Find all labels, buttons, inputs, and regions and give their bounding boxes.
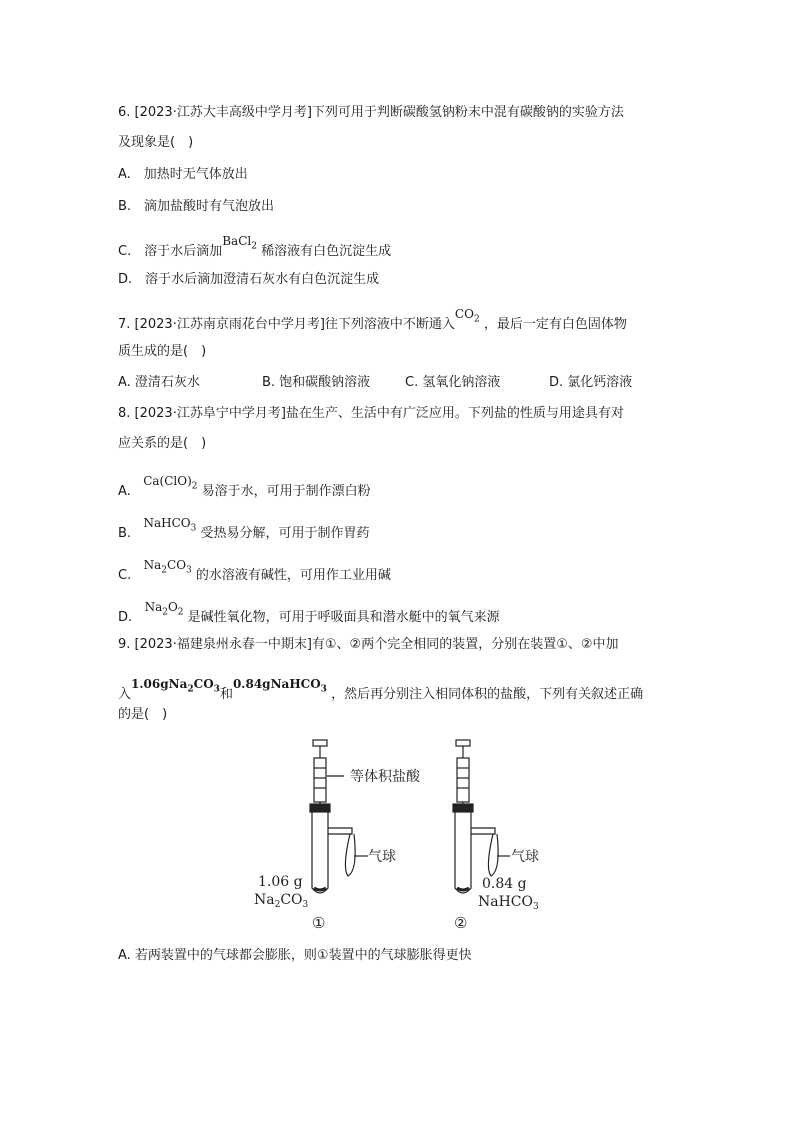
q6-option-c <box>118 234 392 265</box>
q8-option-a <box>118 474 371 505</box>
q8-d-formula-main: Na <box>144 600 163 614</box>
q8-d-text: 是碱性氧化物，可用于呼吸面具和潜水艇中的氧气来源 <box>187 610 500 625</box>
q9-formula1 <box>131 677 220 695</box>
q8-d-formula-sub2: 2 <box>177 607 184 618</box>
apparatus-figure <box>250 738 550 938</box>
q7-option-a: A. 澄清石灰水 <box>118 375 200 390</box>
q7-option-c: C. 氢氧化钠溶液 <box>405 375 501 390</box>
q6-option-a: A. 加热时无气体放出 <box>118 167 248 182</box>
q6-c-formula-sub: 2 <box>251 241 257 252</box>
q7-formula-main: CO <box>454 307 474 321</box>
q8-d-formula-mid: O <box>167 600 178 614</box>
q9-formula1-sub1: 2 <box>187 684 194 695</box>
test-tube-1 <box>312 812 328 893</box>
q7-stem-line2: 质生成的是( ) <box>118 344 207 359</box>
q8-option-c <box>118 558 391 589</box>
balloon-label-1: 气球 <box>368 849 396 865</box>
balloon-2 <box>488 834 498 876</box>
q7-option-b: B. 饱和碳酸钠溶液 <box>262 375 371 390</box>
q7-formula-sub: 2 <box>473 314 480 325</box>
q9-stem-line1: 9. [2023·福建泉州永春一中期末]有①、②两个完全相同的装置，分别在装置①、②中加 <box>118 637 619 652</box>
q9-formula1-sub2: 3 <box>213 684 220 695</box>
chem2-main: NaHCO <box>478 894 533 910</box>
q9-stem-line2 <box>118 677 644 708</box>
q8-b-formula-sub: 3 <box>190 523 197 534</box>
q9-formula2-sub: 3 <box>320 684 327 695</box>
syringe-1-plunger-cap <box>313 740 327 746</box>
q6-stem-line2: 及现象是( ) <box>118 135 194 150</box>
q6-option-b: B. 滴加盐酸时有气泡放出 <box>118 199 275 214</box>
balloon-label-2: 气球 <box>511 849 539 865</box>
q7-stem-prefix: 7. [2023·江苏南京雨花台中学月考]往下列溶液中不断通入 <box>118 317 455 332</box>
q8-c-formula <box>143 558 192 576</box>
q8-a-text: 易溶于水，可用于制作漂白粉 <box>201 484 371 499</box>
q7-option-d: D. 氯化钙溶液 <box>549 375 633 390</box>
chem1-sub2: 3 <box>302 900 309 910</box>
stopper-1 <box>310 804 330 812</box>
q6-option-d: D. 溶于水后滴加澄清石灰水有白色沉淀生成 <box>118 272 380 287</box>
chem-label-2 <box>478 894 539 912</box>
q8-c-formula-main: Na <box>143 558 162 572</box>
syringe-1-barrel <box>314 758 326 802</box>
q8-stem-line2: 应关系的是( ) <box>118 436 207 451</box>
q9-formula1-mid: CO <box>193 677 214 691</box>
q9-stem-line3: 的是( ) <box>118 707 168 722</box>
q8-b-formula-main: NaHCO <box>143 516 191 530</box>
q7-stem-suffix: ，最后一定有白色固体物 <box>483 317 627 332</box>
q8-d-label: D. <box>118 610 133 625</box>
q7-stem-formula <box>454 307 480 325</box>
balloon-1 <box>345 834 355 876</box>
q6-stem-line1: 6. [2023·江苏大丰高级中学月考]下列可用于判断碳酸氢钠粉末中混有碳酸钠的实验方法 <box>118 105 624 120</box>
q8-c-formula-sub1: 2 <box>161 565 168 576</box>
q8-d-formula <box>144 600 184 618</box>
test-tube-2 <box>455 812 471 893</box>
q8-a-label: A. <box>118 484 131 499</box>
q6-option-c-suffix: 稀溶液有白色沉淀生成 <box>261 244 392 259</box>
mass-label-2: 0.84 g <box>482 876 527 892</box>
q9-formula1-main: 1.06gNa <box>131 677 188 691</box>
chem1-main: Na <box>254 892 275 908</box>
apparatus-2 <box>453 740 510 893</box>
chem-label-1 <box>254 892 309 910</box>
q6-c-formula-main: BaCl <box>222 234 252 248</box>
q8-option-d <box>118 600 500 631</box>
q8-d-formula-sub1: 2 <box>162 607 168 618</box>
q7-stem-line1 <box>118 307 627 338</box>
q6-option-c-prefix: C. 溶于水后滴加 <box>118 244 223 259</box>
q9-line2-prefix: 入 <box>118 687 132 702</box>
syringe-2-plunger-cap <box>456 740 470 746</box>
q8-a-formula <box>143 474 198 492</box>
mass-label-1: 1.06 g <box>258 874 303 890</box>
side-arm-2 <box>471 828 495 834</box>
q8-b-formula <box>143 516 197 534</box>
acid-label: 等体积盐酸 <box>350 769 420 785</box>
q8-c-formula-mid: CO <box>167 558 187 572</box>
q8-c-label: C. <box>118 568 132 583</box>
syringe-2-barrel <box>457 758 469 802</box>
side-arm-1 <box>328 828 352 834</box>
q8-c-formula-sub2: 3 <box>186 565 192 576</box>
q9-line2-suffix: ，然后再分别注入相同体积的盐酸，下列有关叙述正确 <box>331 687 644 702</box>
q9-formula2 <box>232 677 327 695</box>
q9-option-a: A. 若两装置中的气球都会膨胀，则①装置中的气球膨胀得更快 <box>118 948 472 963</box>
q8-a-formula-sub: 2 <box>191 481 198 492</box>
q9-formula2-main: 0.84gNaHCO <box>232 677 321 691</box>
apparatus-number-1: ① <box>312 914 326 932</box>
apparatus-1 <box>310 740 368 893</box>
q8-b-text: 受热易分解，可用于制作胃药 <box>200 526 370 541</box>
stopper-2 <box>453 804 473 812</box>
q9-and: 和 <box>219 687 233 702</box>
q6-option-c-formula <box>222 234 257 252</box>
chem1-mid: CO <box>280 892 303 908</box>
q8-option-b <box>118 516 370 547</box>
chem2-sub: 3 <box>533 902 539 912</box>
q8-c-text: 的水溶液有碱性，可用作工业用碱 <box>195 568 391 583</box>
q8-stem-line1: 8. [2023·江苏阜宁中学月考]盐在生产、生活中有广泛应用。下列盐的性质与用途具有对 <box>118 406 624 421</box>
chem1-sub1: 2 <box>274 900 281 910</box>
apparatus-number-2: ② <box>454 914 468 932</box>
q8-a-formula-main: Ca(ClO) <box>143 474 192 488</box>
q8-b-label: B. <box>118 526 132 541</box>
